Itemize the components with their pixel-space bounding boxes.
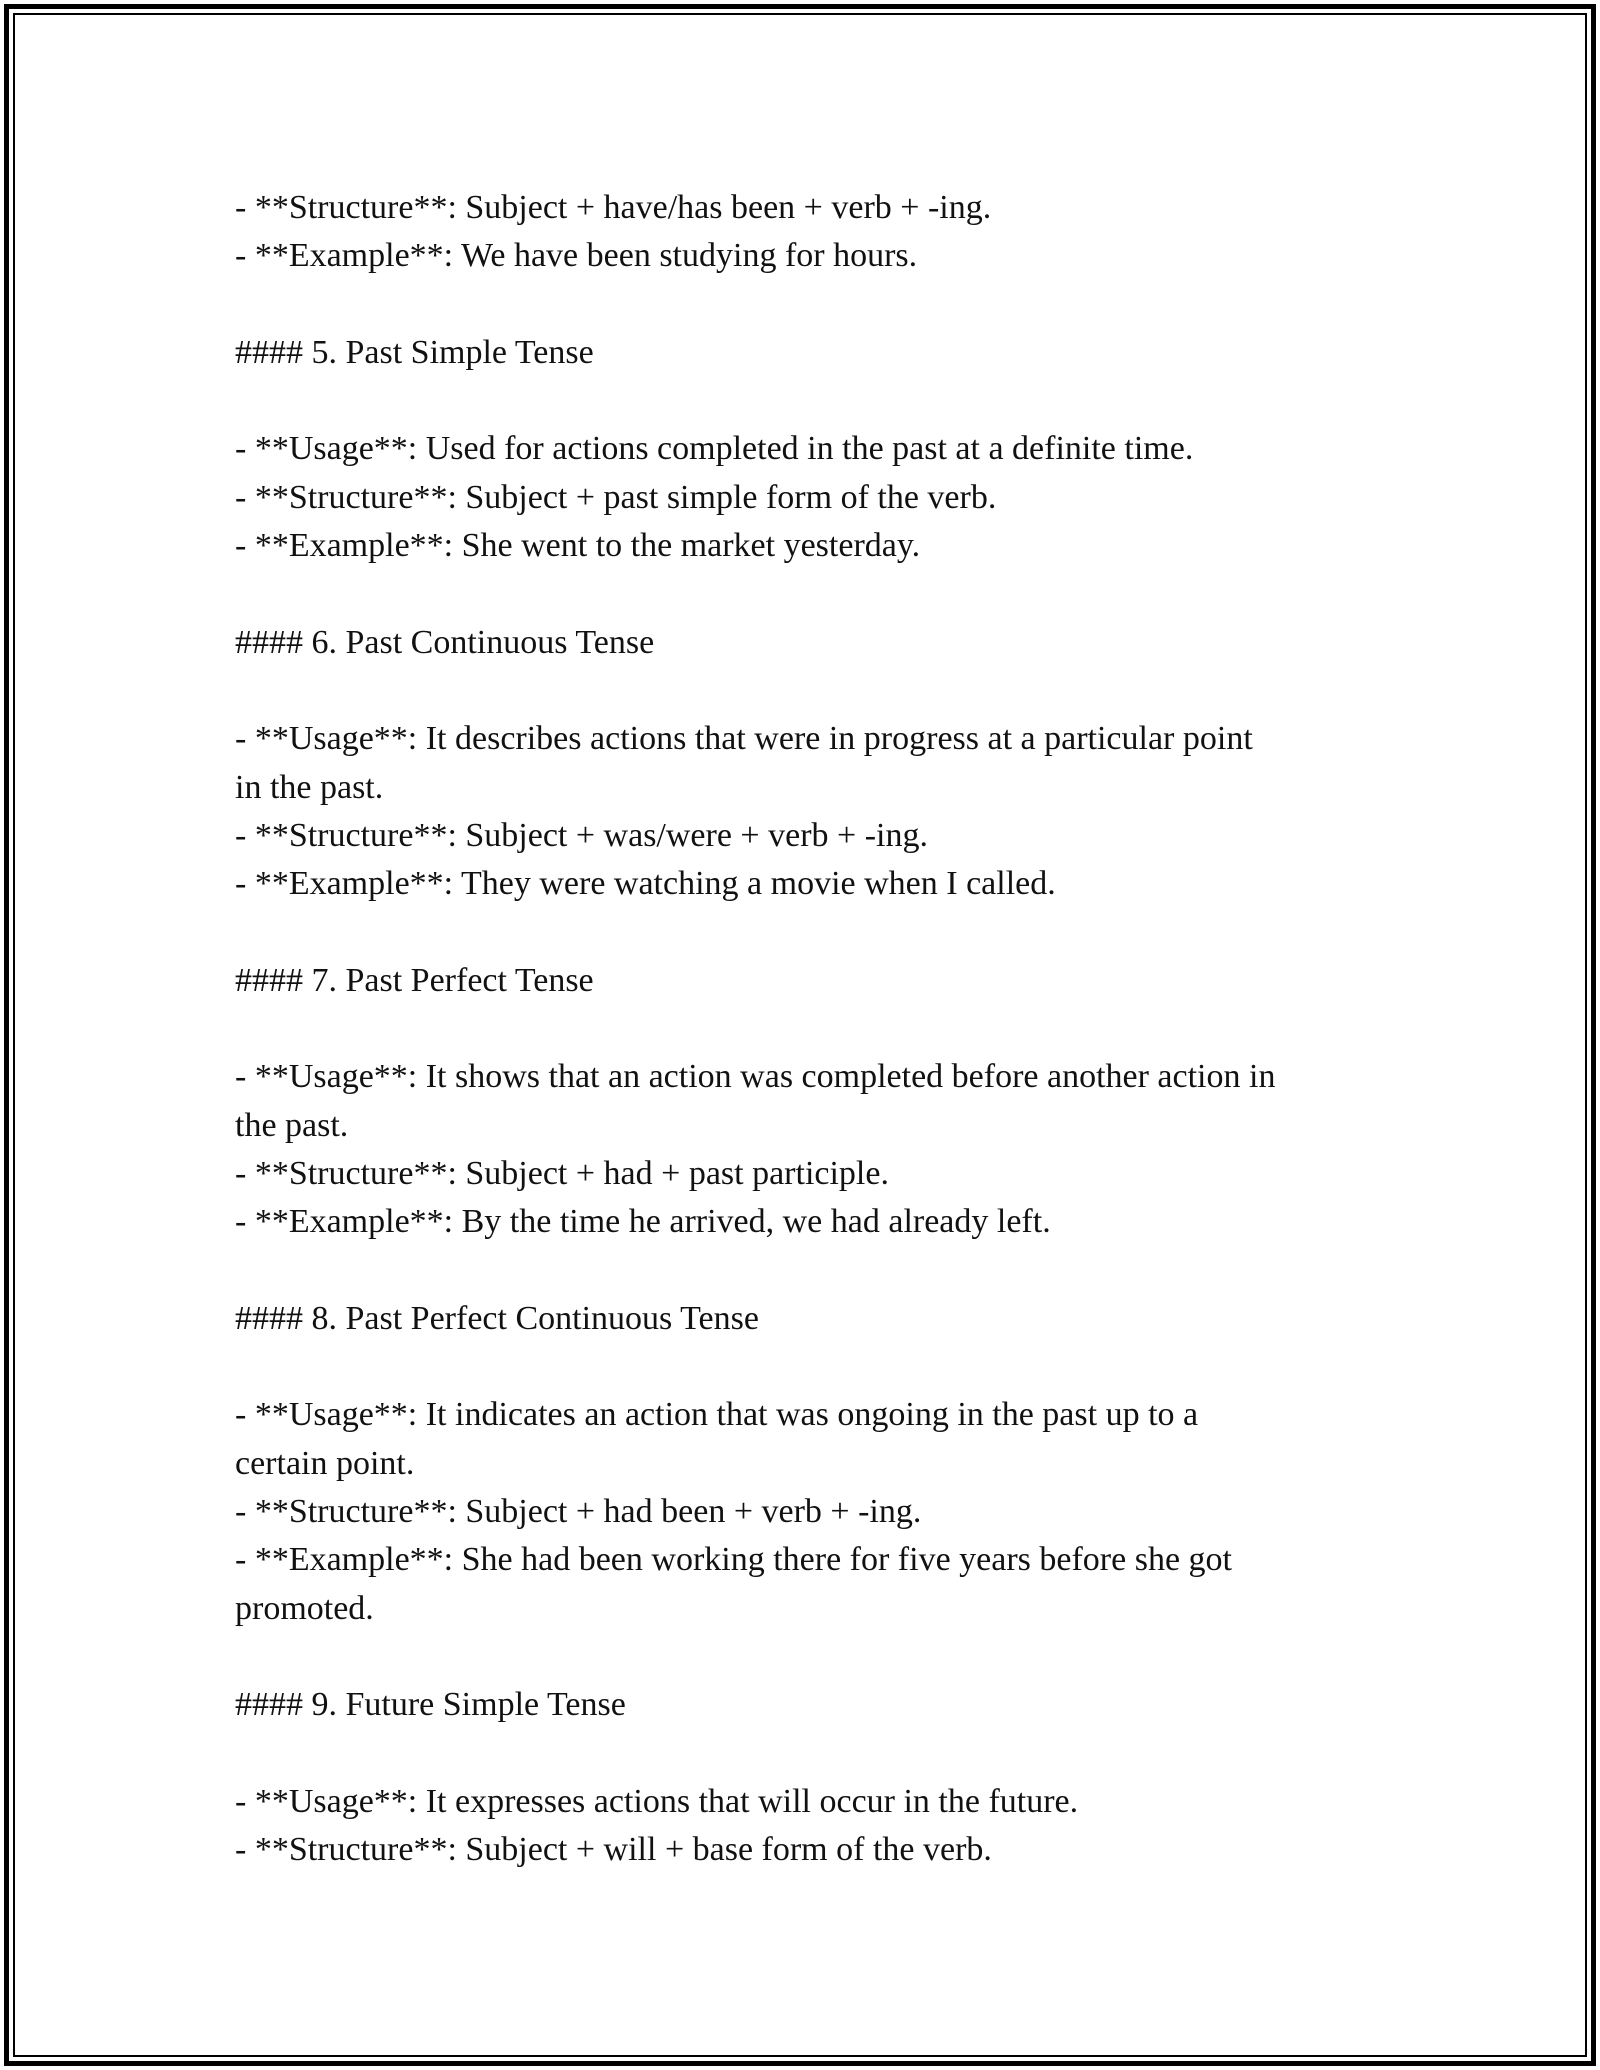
- section-heading: #### 8. Past Perfect Continuous Tense: [235, 1299, 759, 1337]
- blank-line: [235, 1005, 1375, 1053]
- text-line: - **Structure**: Subject + had + past participle.: [235, 1154, 889, 1192]
- text-line: - **Structure**: Subject + have/has been + verb + -ing.: [235, 189, 992, 226]
- text-line: the past.: [235, 1106, 349, 1144]
- document-body: [235, 184, 1375, 1874]
- blank-line: [235, 667, 1375, 715]
- text-line: - **Usage**: It indicates an action that was ongoing in the past up to a: [235, 1396, 1199, 1434]
- blank-line: [235, 281, 1375, 329]
- blank-line: [235, 908, 1375, 956]
- text-line: - **Structure**: Subject + past simple form of the verb.: [235, 478, 997, 516]
- blank-line: [235, 1247, 1375, 1295]
- text-line: - **Structure**: Subject + was/were + verb + -ing.: [235, 816, 928, 854]
- section-heading: #### 5. Past Simple Tense: [235, 333, 594, 371]
- text-line: - **Usage**: Used for actions completed in the past at a definite time.: [235, 430, 1194, 468]
- blank-line: [235, 377, 1375, 425]
- text-line: promoted.: [235, 1589, 374, 1627]
- text-line: - **Example**: We have been studying for hours.: [235, 237, 918, 275]
- section-heading: #### 7. Past Perfect Tense: [235, 961, 594, 999]
- text-line: - **Structure**: Subject + will + base form of the verb.: [235, 1831, 992, 1869]
- text-line: - **Usage**: It shows that an action was completed before another action in: [235, 1058, 1276, 1096]
- text-line: - **Usage**: It describes actions that were in progress at a particular point: [235, 720, 1253, 758]
- text-line: - **Example**: She went to the market yesterday.: [235, 527, 921, 565]
- text-line: - **Example**: They were watching a movie when I called.: [235, 865, 1056, 903]
- section-heading: #### 6. Past Continuous Tense: [235, 623, 655, 661]
- section-heading: #### 9. Future Simple Tense: [235, 1686, 626, 1724]
- text-line: - **Structure**: Subject + had been + verb + -ing.: [235, 1493, 922, 1531]
- text-line: - **Example**: She had been working there for five years before she got: [235, 1541, 1232, 1579]
- text-line: certain point.: [235, 1444, 415, 1482]
- blank-line: [235, 1730, 1375, 1778]
- text-line: in the past.: [235, 768, 384, 806]
- text-line: - **Usage**: It expresses actions that will occur in the future.: [235, 1782, 1079, 1820]
- blank-line: [235, 1633, 1375, 1681]
- blank-line: [235, 570, 1375, 618]
- blank-line: [235, 1343, 1375, 1391]
- text-line: - **Example**: By the time he arrived, we had already left.: [235, 1203, 1051, 1241]
